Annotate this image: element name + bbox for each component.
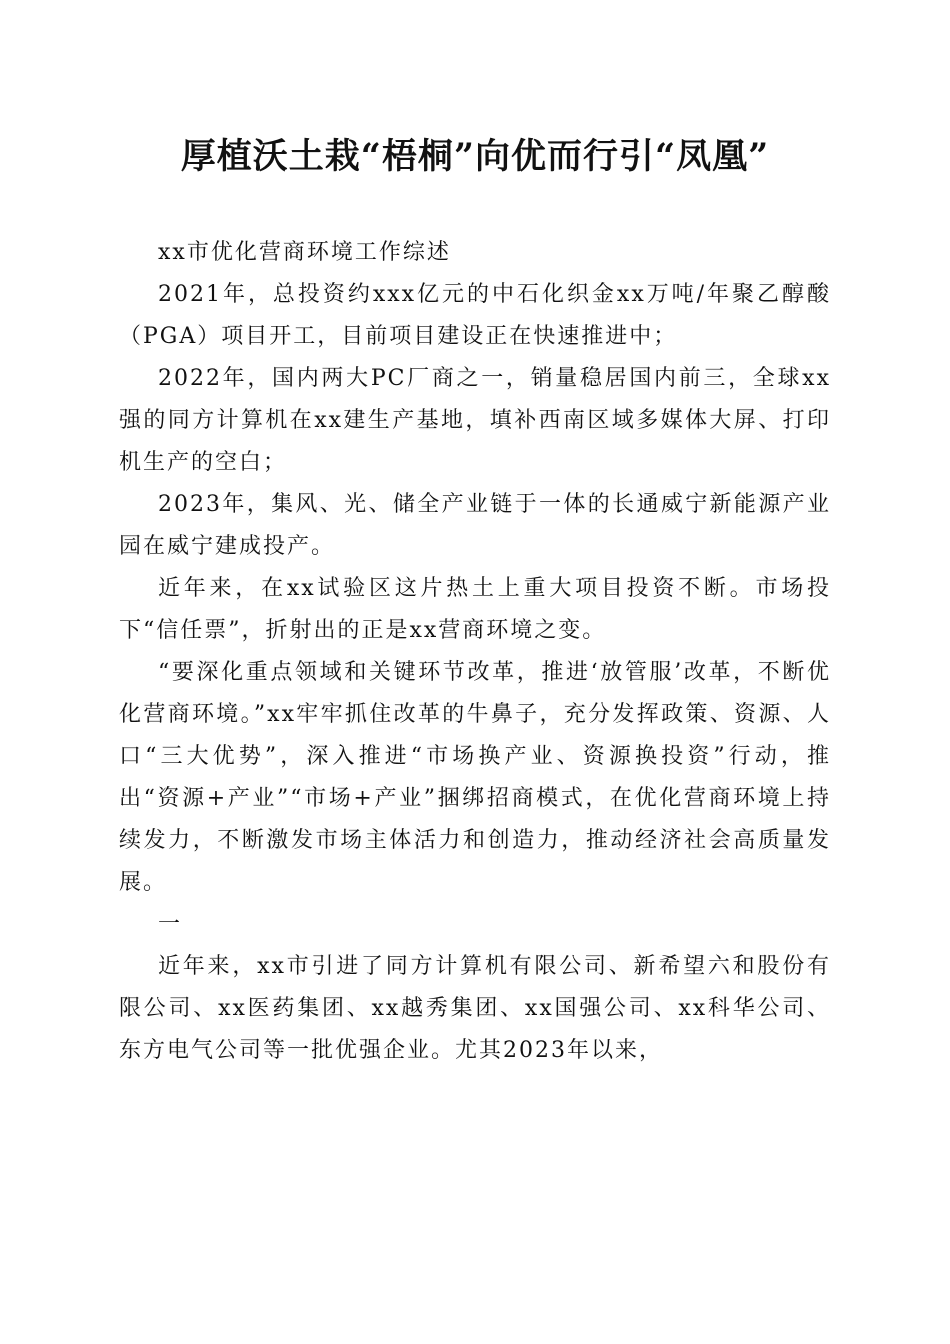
paragraph-quote: “要深化重点领域和关键环节改革，推进‘放管服’改革，不断优化营商环境。”xx牢牢抓住改革的牛鼻子，充分发挥政策、资源、人口“三大优势”，深入推进“市场换产业、资源换投资”行动，推出“资源+产业”“市场+产业”捆绑招商模式，在优化营商环境上持续发力，不断激发市场主体活力和创造力，推动经济社会高质量发展。	[119, 660, 831, 895]
document-body	[119, 232, 831, 1072]
paragraph: 近年来，在xx试验区这片热土上重大项目投资不断。市场投下“信任票”，折射出的正是xx营商环境之变。	[119, 576, 831, 643]
paragraph: 近年来，xx市引进了同方计算机有限公司、新希望六和股份有限公司、xx医药集团、xx越秀集团、xx国强公司、xx科华公司、东方电气公司等一批优强企业。尤其2023年以来，	[119, 954, 831, 1063]
paragraph-subtitle: xx市优化营商环境工作综述	[158, 240, 451, 265]
section-heading: 一	[158, 912, 183, 937]
paragraph: 2023年，集风、光、储全产业链于一体的长通威宁新能源产业园在威宁建成投产。	[119, 492, 831, 559]
document-title: 厚植沃土栽“梧桐”向优而行引“凤凰”	[180, 136, 770, 177]
paragraph: 2021年，总投资约xxx亿元的中石化织金xx万吨/年聚乙醇酸（PGA）项目开工，目前项目建设正在快速推进中；	[119, 282, 831, 349]
paragraph: 2022年，国内两大PC厂商之一，销量稳居国内前三，全球xx强的同方计算机在xx建生产基地，填补西南区域多媒体大屏、打印机生产的空白；	[119, 366, 831, 475]
